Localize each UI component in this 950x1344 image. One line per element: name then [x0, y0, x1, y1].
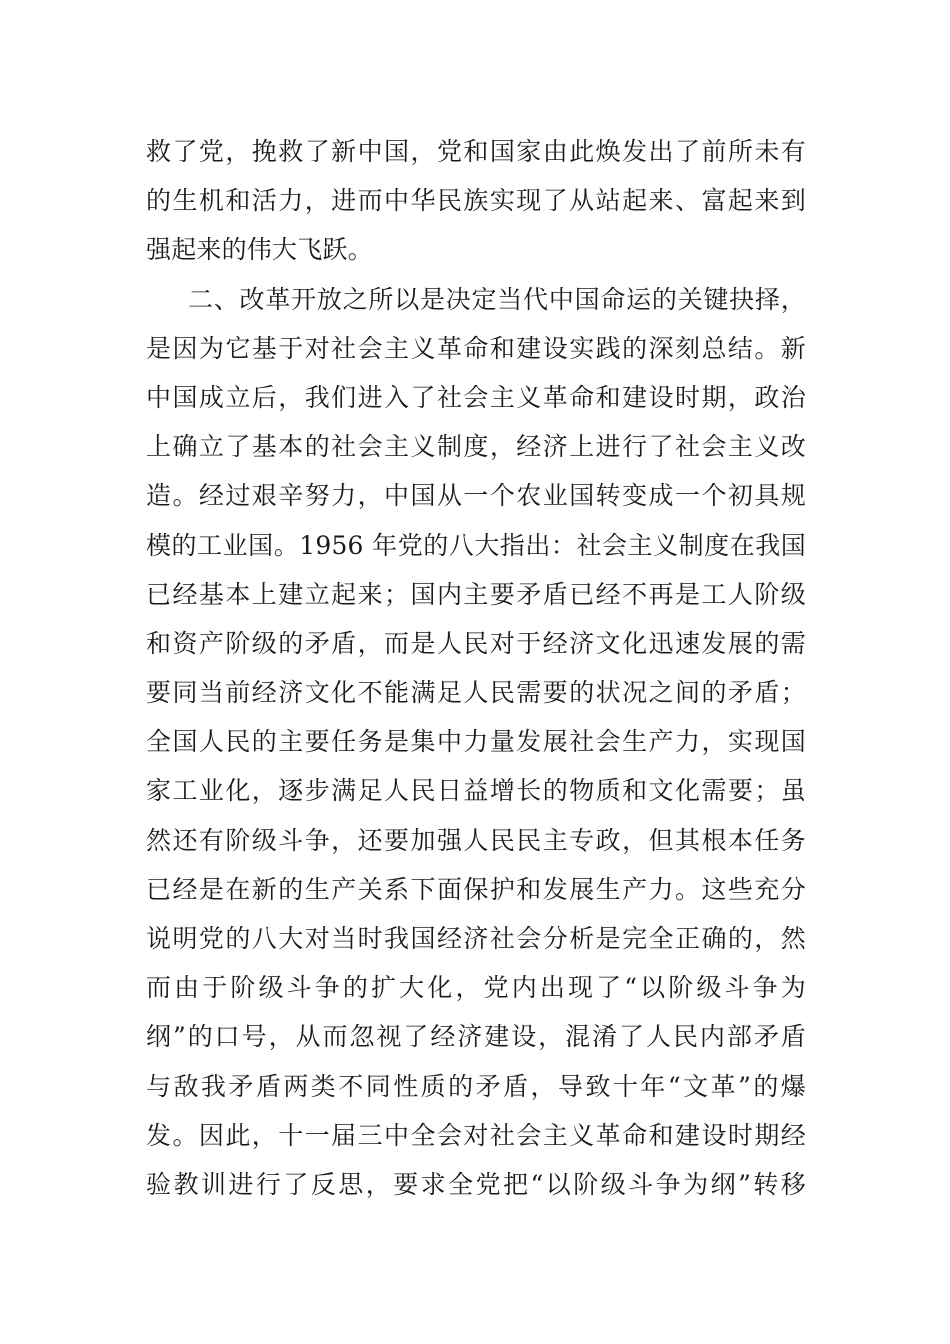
text-line: 而由于阶级斗争的扩大化，党内出现了“以阶级斗争为: [146, 973, 806, 1003]
text-line: 全国人民的主要任务是集中力量发展社会生产力，实现国: [146, 727, 806, 757]
paragraph-start-line: 二、改革开放之所以是决定当代中国命运的关键抉择，: [188, 284, 806, 314]
text-line: 强起来的伟大飞跃。: [146, 235, 373, 265]
text-line: 模的工业国。1956 年党的八大指出：社会主义制度在我国: [146, 530, 806, 560]
text-line: 已经基本上建立起来；国内主要矛盾已经不再是工人阶级: [146, 579, 806, 609]
text-line: 中国成立后，我们进入了社会主义革命和建设时期，政治: [146, 382, 806, 412]
text-line: 然还有阶级斗争，还要加强人民民主专政，但其根本任务: [146, 825, 806, 855]
text-line: 要同当前经济文化不能满足人民需要的状况之间的矛盾；: [146, 678, 806, 708]
text-line: 与敌我矛盾两类不同性质的矛盾，导致十年“文革”的爆: [146, 1071, 806, 1101]
text-line: 造。经过艰辛努力，中国从一个农业国转变成一个初具规: [146, 481, 806, 511]
text-line: 纲”的口号，从而忽视了经济建设，混淆了人民内部矛盾: [146, 1022, 806, 1052]
text-line: 已经是在新的生产关系下面保护和发展生产力。这些充分: [146, 874, 806, 904]
body-text: [146, 127, 806, 1209]
text-line: 和资产阶级的矛盾，而是人民对于经济文化迅速发展的需: [146, 628, 806, 658]
text-line: 发。因此，十一届三中全会对社会主义革命和建设时期经: [146, 1120, 806, 1150]
text-line: 验教训进行了反思，要求全党把“以阶级斗争为纲”转移: [146, 1169, 806, 1199]
text-line: 救了党，挽救了新中国，党和国家由此焕发出了前所未有: [146, 137, 806, 166]
text-line: 的生机和活力，进而中华民族实现了从站起来、富起来到: [146, 186, 806, 216]
text-line: 是因为它基于对社会主义革命和建设实践的深刻总结。新: [146, 333, 806, 363]
text-line: 上确立了基本的社会主义制度，经济上进行了社会主义改: [146, 432, 806, 462]
text-line: 家工业化，逐步满足人民日益增长的物质和文化需要；虽: [146, 776, 806, 806]
text-line: 说明党的八大对当时我国经济社会分析是完全正确的，然: [146, 924, 806, 953]
